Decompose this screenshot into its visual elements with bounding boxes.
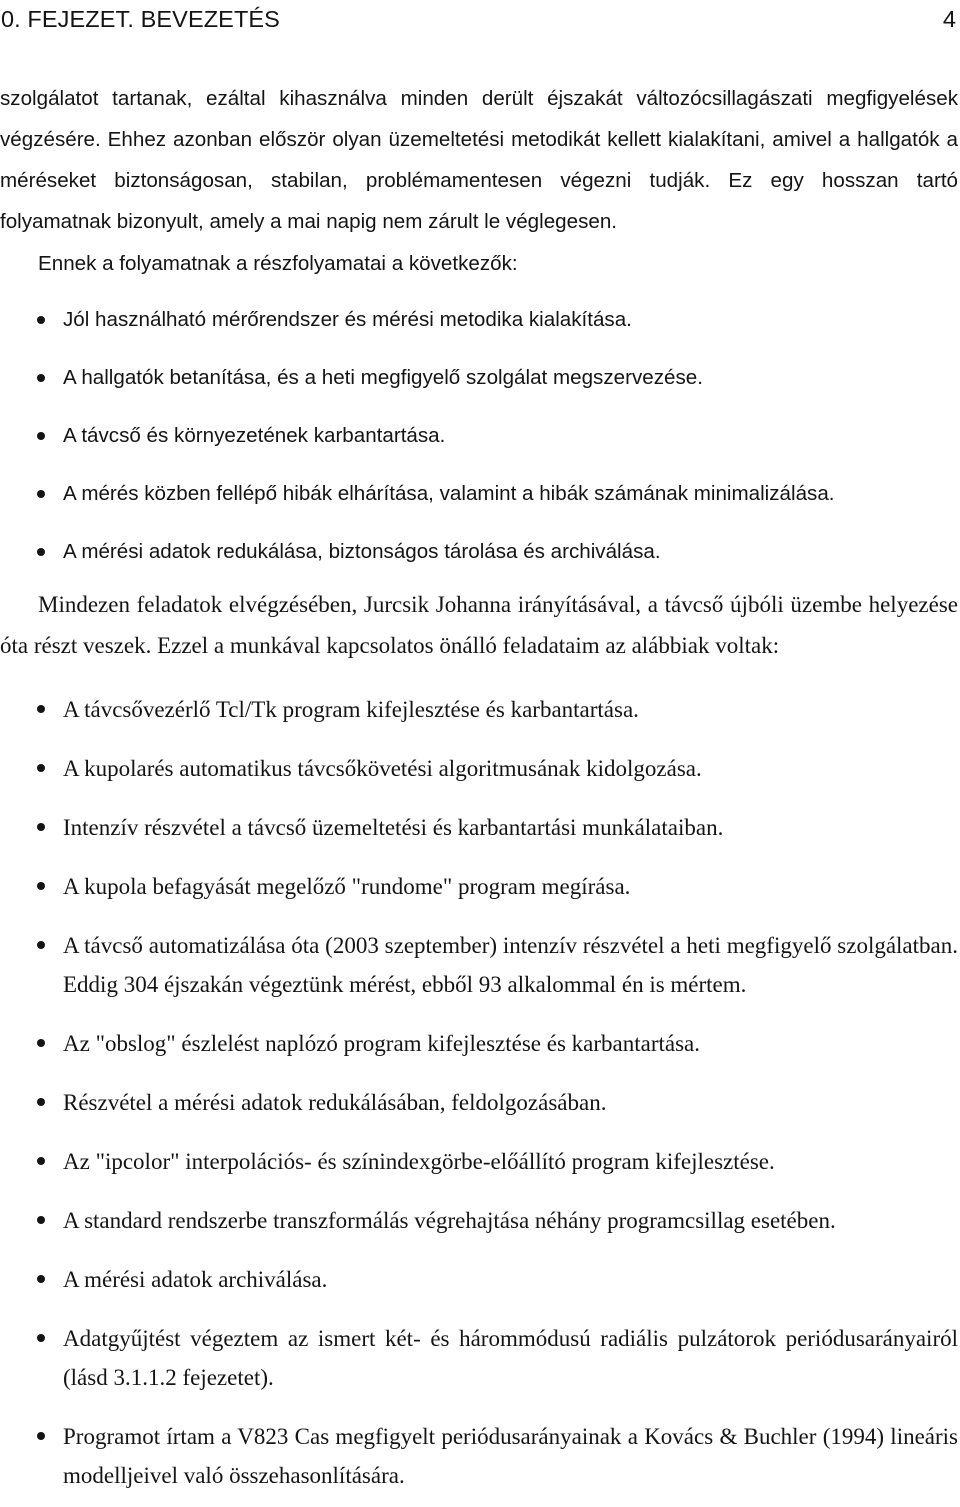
list-item: Jól használható mérőrendszer és mérési metodika kialakítása.: [0, 306, 958, 333]
body-text: [0, 78, 958, 1495]
list-item: Részvétel a mérési adatok redukálásában, feldolgozásában.: [0, 1083, 958, 1122]
list-item: Intenzív részvétel a távcső üzemeltetési és karbantartási munkálataiban.: [0, 808, 958, 847]
list-item: A mérés közben fellépő hibák elhárítása, valamint a hibák számának minimalizálása.: [0, 480, 958, 507]
list-item: A standard rendszerbe transzformálás végrehajtása néhány programcsillag esetében.: [0, 1201, 958, 1240]
list-item: A kupola befagyását megelőző "rundome" program megírása.: [0, 867, 958, 906]
list-item: A kupolarés automatikus távcsőkövetési algoritmusának kidolgozása.: [0, 749, 958, 788]
list-item: A távcsővezérlő Tcl/Tk program kifejlesztése és karbantartása.: [0, 690, 958, 729]
list-item: A hallgatók betanítása, és a heti megfigyelő szolgálat megszervezése.: [0, 364, 958, 391]
running-header: [0, 4, 958, 36]
paragraph-subprocesses: Ennek a folyamatnak a részfolyamatai a következők:: [38, 252, 518, 275]
list-item: Programot írtam a V823 Cas megfigyelt periódusarányainak a Kovács & Buchler (1994) lineáris modelljeivel való összehasonlítására.: [0, 1417, 958, 1495]
page-number: 4: [942, 6, 956, 32]
paragraph-intro: szolgálatot tartanak, ezáltal kihasználva minden derült éjszakát változócsillagászati megfigyelések végzésére. Ehhez azonban először olyan üzemeltetési metodikát kellett kialakítani, amivel a hallgatók a méréseket biztonságosan, stabilan, problémamentesen végezni tudják. Ez egy hosszan tartó folyamatnak bizonyult, amely a mai napig nem zárult le véglegesen.: [0, 87, 958, 233]
list-item: Adatgyűjtést végeztem az ismert két- és hárommódusú radiális pulzátorok periódusarányairól (lásd 3.1.1.2 fejezetet).: [0, 1319, 958, 1397]
list-item: Az "obslog" észlelést naplózó program kifejlesztése és karbantartása.: [0, 1024, 958, 1063]
chapter-title: 0. FEJEZET. BEVEZETÉS: [1, 6, 280, 32]
list-item: A távcső automatizálása óta (2003 szeptember) intenzív részvétel a heti megfigyelő szolgálatban. Eddig 304 éjszakán végeztünk mérést, ebből 93 alkalommal én is mértem.: [0, 926, 958, 1004]
task-list: [0, 690, 958, 1495]
list-item: Az "ipcolor" interpolációs- és színindexgörbe-előállító program kifejlesztése.: [0, 1142, 958, 1181]
paragraph-tasks: Mindezen feladatok elvégzésében, Jurcsik Johanna irányításával, a távcső újbóli üzembe helyezése óta részt veszek. Ezzel a munkával kapcsolatos önálló feladataim az alábbiak voltak:: [0, 592, 958, 658]
list-item: A távcső és környezetének karbantartása.: [0, 422, 958, 449]
subprocess-list: [0, 306, 958, 565]
list-item: A mérési adatok redukálása, biztonságos tárolása és archiválása.: [0, 538, 958, 565]
list-item: A mérési adatok archiválása.: [0, 1260, 958, 1299]
